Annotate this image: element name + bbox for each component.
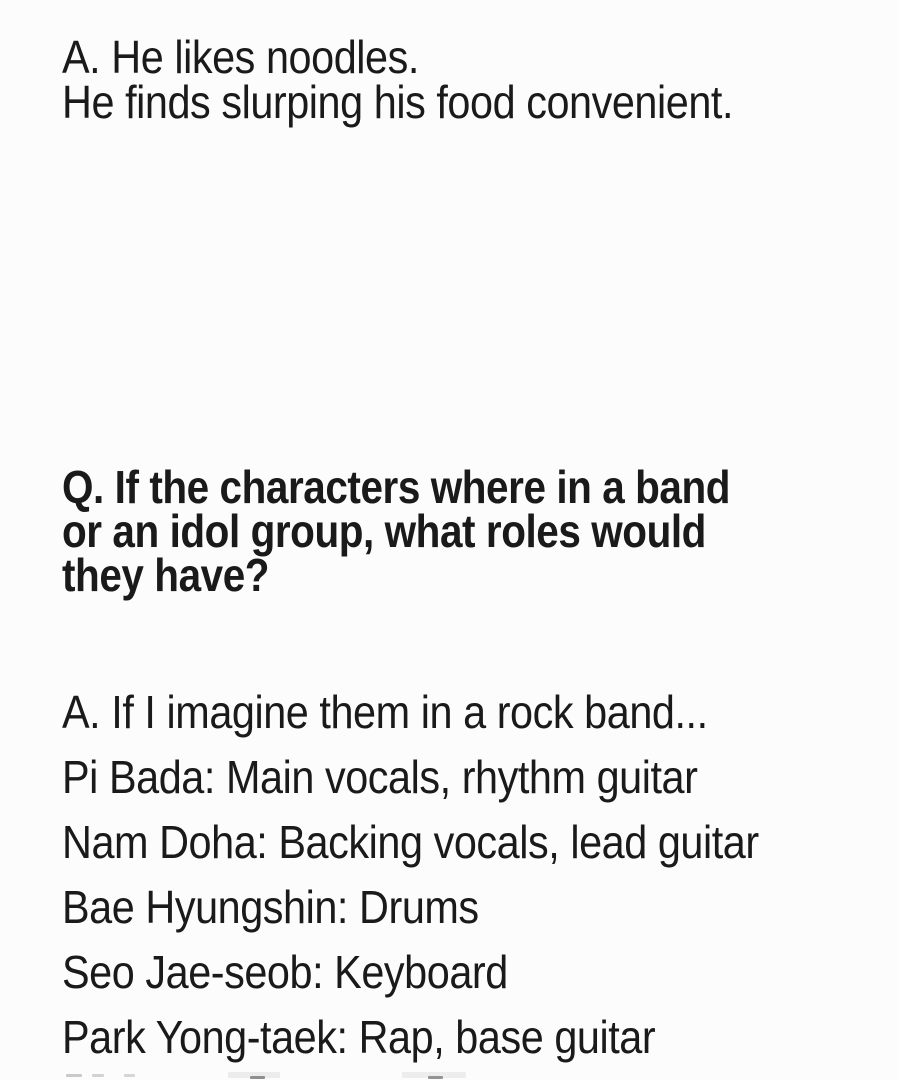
band-role-line: Seo Jae-seob: Keyboard: [62, 946, 508, 998]
question-line: or an idol group, what roles would: [62, 505, 706, 557]
band-role-line: Nam Doha: Backing vocals, lead guitar: [62, 816, 759, 868]
answer-intro-line: A. If I imagine them in a rock band...: [62, 686, 708, 738]
text-fragment-mark: [124, 1074, 135, 1077]
answer-line: A. He likes noodles.: [62, 31, 419, 83]
band-role-line: Pi Bada: Main vocals, rhythm guitar: [62, 751, 698, 803]
question-line: they have?: [62, 549, 270, 601]
band-answer-block: [62, 680, 759, 1070]
text-fragment-mark: [428, 1076, 443, 1079]
text-fragment-mark: [66, 1074, 82, 1077]
band-role-line: Bae Hyungshin: Drums: [62, 881, 479, 933]
previous-answer-block: [62, 31, 734, 128]
cutoff-line-fragment: [0, 1072, 898, 1080]
text-fragment-mark: [92, 1074, 104, 1077]
text-fragment-mark: [250, 1076, 265, 1079]
answer-line: He finds slurping his food convenient.: [62, 76, 734, 128]
question-block: [62, 461, 731, 601]
question-line: Q. If the characters where in a band: [62, 461, 731, 513]
band-role-line: Park Yong-taek: Rap, base guitar: [62, 1011, 656, 1063]
